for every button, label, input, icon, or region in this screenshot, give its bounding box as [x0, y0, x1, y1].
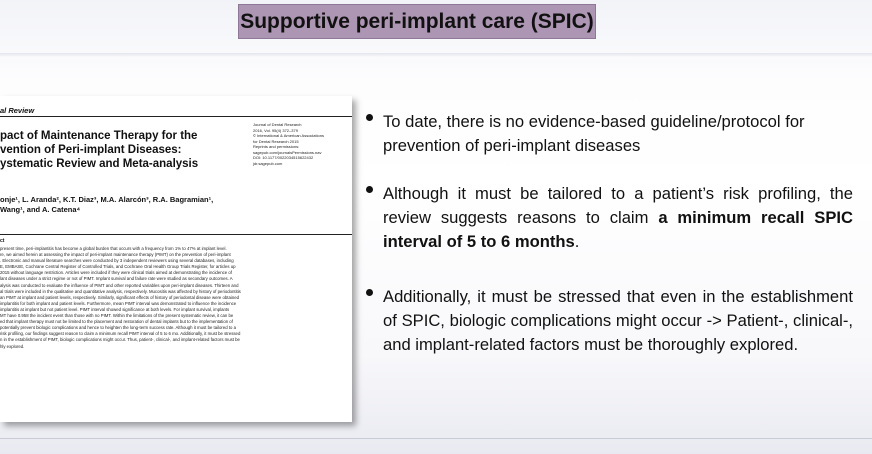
bullet-text: [383, 182, 853, 254]
bullet-emphasis: a minimum recall SPIC interval of 5 to 6 months: [383, 208, 853, 251]
bullet-text: Additionally, it must be stressed that even in the establishment of SPIC, biologic complications might occur -> Patient-, clinical-, and implant-related factors must be thoroughly explored.: [383, 287, 853, 354]
paper-header-rule: [0, 116, 352, 117]
bullet-text: To date, there is no evidence-based guideline/protocol for prevention of peri-implant diseases: [383, 112, 805, 155]
bullet-text-part: .: [574, 232, 580, 251]
paper-authors: onje¹, L. Aranda², K.T. Diaz³, M.A. Alarcón³, R.A. Bagramian¹, Wang¹, and A. Catena⁴: [0, 195, 214, 214]
slide-title: Supportive peri-implant care (SPIC): [238, 4, 596, 39]
paper-thumbnail: [0, 96, 352, 422]
title-divider: [0, 53, 872, 57]
bullet-dot-icon: [366, 289, 373, 296]
bullet-text-part: Although it must be tailored to a patient’s risk profiling, the review suggests reasons to claim: [383, 184, 853, 227]
bullet-dot-icon: [366, 186, 373, 193]
slide-footer-line: [0, 438, 872, 439]
paper-journal-info: Journal of Dental Research 2016, Vol. 95(4) 372–379 © International & American Associations for Dental Research 2015 Reprints and permissions: sagepub.com/journalsPermissions.nav DOI: 10.1177/0022034515622432 jdr.sagepub.com: [253, 122, 324, 166]
paper-title: pact of Maintenance Therapy for the vention of Peri-implant Diseases: ystematic Review and Meta-analysis: [0, 130, 199, 170]
paper-section-label: al Review: [0, 106, 35, 115]
paper-abstract-label: ct: [0, 238, 5, 244]
paper-abstract: present time, peri-implantitis has become a global burden that occurs with a frequency from 1% to 47% at implant level. re, we aimed herein at assessing the impact of peri-implant maintenance therapy (PIMT) on the prevention of peri-implant . Electronic and manual literature searches were conducted by 3 independent reviewers using several databases, including E, EMBASE, Cochrane Central Register of Controlled Trials, and Cochrane Oral Health Group Trials Register, for articles up 2015 without language restriction. Articles were included if they were clinical trials aimed at demonstrating the incidence of lant diseases under a strict regime or not of PIMT. Implant survival and failure rate were studied as secondary outcomes. A alysis was conducted to evaluate the influence of PIMT and other reported variables upon peri-implant diseases. Thirteen and al trials were included in the qualitative and quantitative analysis, respectively. Mucositis was affected by history of periodontitis an PIMT at implant and patient levels, respectively. Similarly, significant effects of history of periodontal disease were obtained implantitis for both implant and patient levels. Furthermore, mean PIMT interval was demonstrated to influence the incidence implantitis at implant but not patient level. PIMT interval showed significance at both levels. For implant survival, implants MT have 0.958 the incident event than those with no PIMT. Within the limitations of the present systematic review, it can be ed that implant therapy must not be limited to the placement and restoration of dental implants but to the implementation of potentially prevent biologic complications and hence to heighten the long-term success rate. Although it must be tailored to a risk profiling, our findings suggest reason to claim a minimum recall PIMT interval of 5 to 6 mo. Additionally, it must be stressed n in the establishment of PIMT, biologic complications might occur. Thus, patient-, clinical-, and implant-related factors must be hly explored.: [0, 246, 241, 349]
bullet-dot-icon: [366, 114, 373, 121]
paper-abstract-rule: [0, 234, 352, 235]
